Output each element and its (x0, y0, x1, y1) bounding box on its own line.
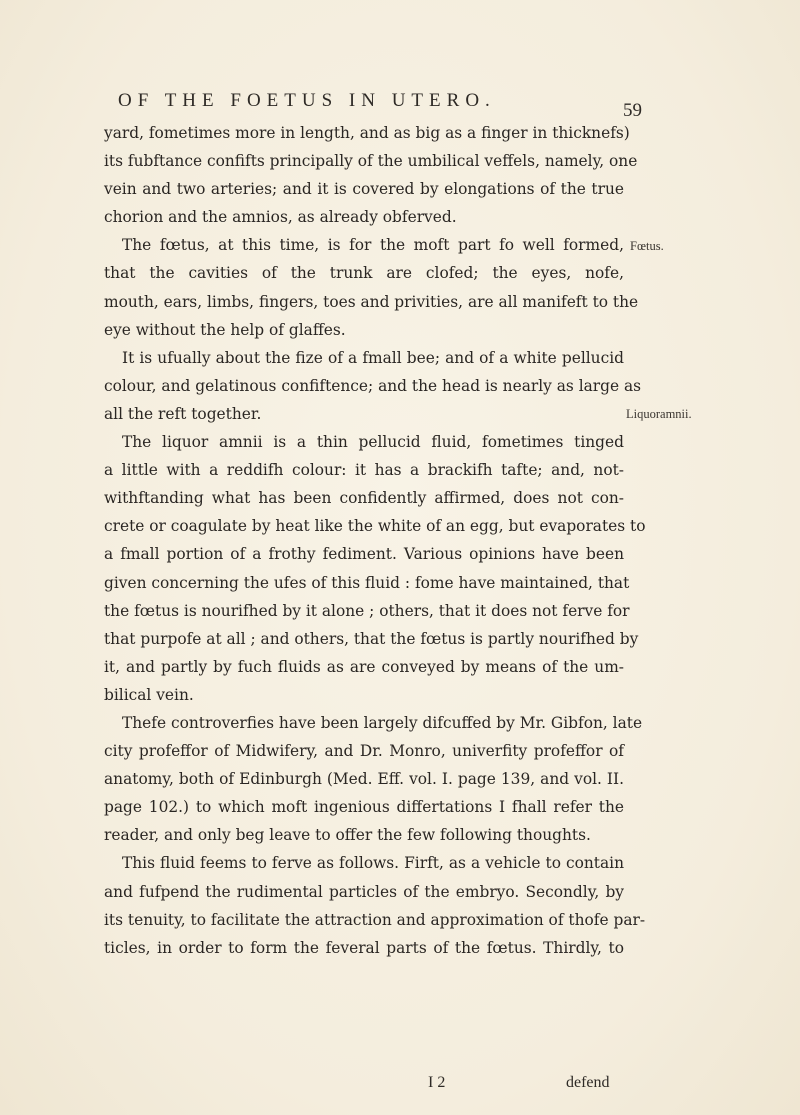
text-line: anatomy, both of Edinburgh (Med. Eff. vol. I. page 139, and vol. II. (104, 770, 624, 789)
catchword: defend (566, 1074, 610, 1091)
text-line: its fubftance confifts principally of the umbilical veffels, namely, one (104, 152, 638, 171)
signature-mark: I 2 (428, 1074, 446, 1091)
text-line: that the cavities of the trunk are clofed; the eyes, nofe, (104, 264, 624, 283)
text-line: the fœtus is nourifhed by it alone ; others, that it does not ferve for (104, 601, 630, 620)
text-line: It is ufually about the fize of a fmall bee; and of a white pellucid (122, 348, 624, 367)
text-line: a fmall portion of a frothy fediment. Various opinions have been (104, 545, 624, 564)
text-line: all the reft together. (104, 404, 262, 423)
text-line: This fluid feems to ferve as follows. Firft, as a vehicle to contain (122, 854, 624, 873)
text-line: and fufpend the rudimental particles of the embryo. Secondly, by (104, 882, 624, 901)
text-line: chorion and the amnios, as already obferved. (104, 208, 457, 227)
text-line: city profeffor of Midwifery, and Dr. Monro, univerfity profeffor of (104, 742, 624, 761)
text-line: that purpofe at all ; and others, that the fœtus is partly nourifhed by (104, 629, 639, 648)
running-title: OF THE FOETUS IN UTERO. (118, 90, 496, 111)
text-line: colour, and gelatinous confiftence; and the head is nearly as large as (104, 376, 642, 395)
text-line: The fœtus, at this time, is for the moft part fo well formed, (122, 236, 624, 255)
text-line: given concerning the ufes of this fluid : fome have maintained, that (104, 573, 630, 592)
margin-note-liquor-amnii: Liquoramnii. (626, 407, 692, 421)
text-line: yard, fometimes more in length, and as big as a finger in thicknefs) (104, 124, 630, 142)
margin-note-foetus: Fœtus. (630, 239, 664, 253)
body-text (104, 119, 646, 962)
text-line: its tenuity, to facilitate the attraction and approximation of thofe par- (104, 910, 646, 929)
text-line: a little with a reddifh colour: it has a brackifh tafte; and, not- (104, 461, 624, 480)
page-number: 59 (623, 100, 642, 121)
text-line: vein and two arteries; and it is covered by elongations of the true (104, 180, 624, 199)
text-line: ticles, in order to form the feveral parts of the fœtus. Thirdly, to (104, 938, 624, 957)
text-line: page 102.) to which moft ingenious differtations I fhall refer the (104, 798, 624, 817)
text-line: Thefe controverfies have been largely difcuffed by Mr. Gibfon, late (122, 713, 643, 732)
text-line: reader, and only beg leave to offer the few following thoughts. (104, 826, 591, 845)
text-line: eye without the help of glaffes. (104, 320, 346, 339)
text-line: bilical vein. (104, 685, 194, 704)
text-line: crete or coagulate by heat like the white of an egg, but evaporates to (104, 517, 646, 536)
text-line: withftanding what has been confidently affirmed, does not con- (104, 489, 624, 508)
text-line: mouth, ears, limbs, fingers, toes and privities, are all manifeft to the (104, 292, 639, 311)
text-line: it, and partly by fuch fluids as are conveyed by means of the um- (104, 657, 624, 676)
text-line: The liquor amnii is a thin pellucid fluid, fometimes tinged (122, 433, 624, 452)
